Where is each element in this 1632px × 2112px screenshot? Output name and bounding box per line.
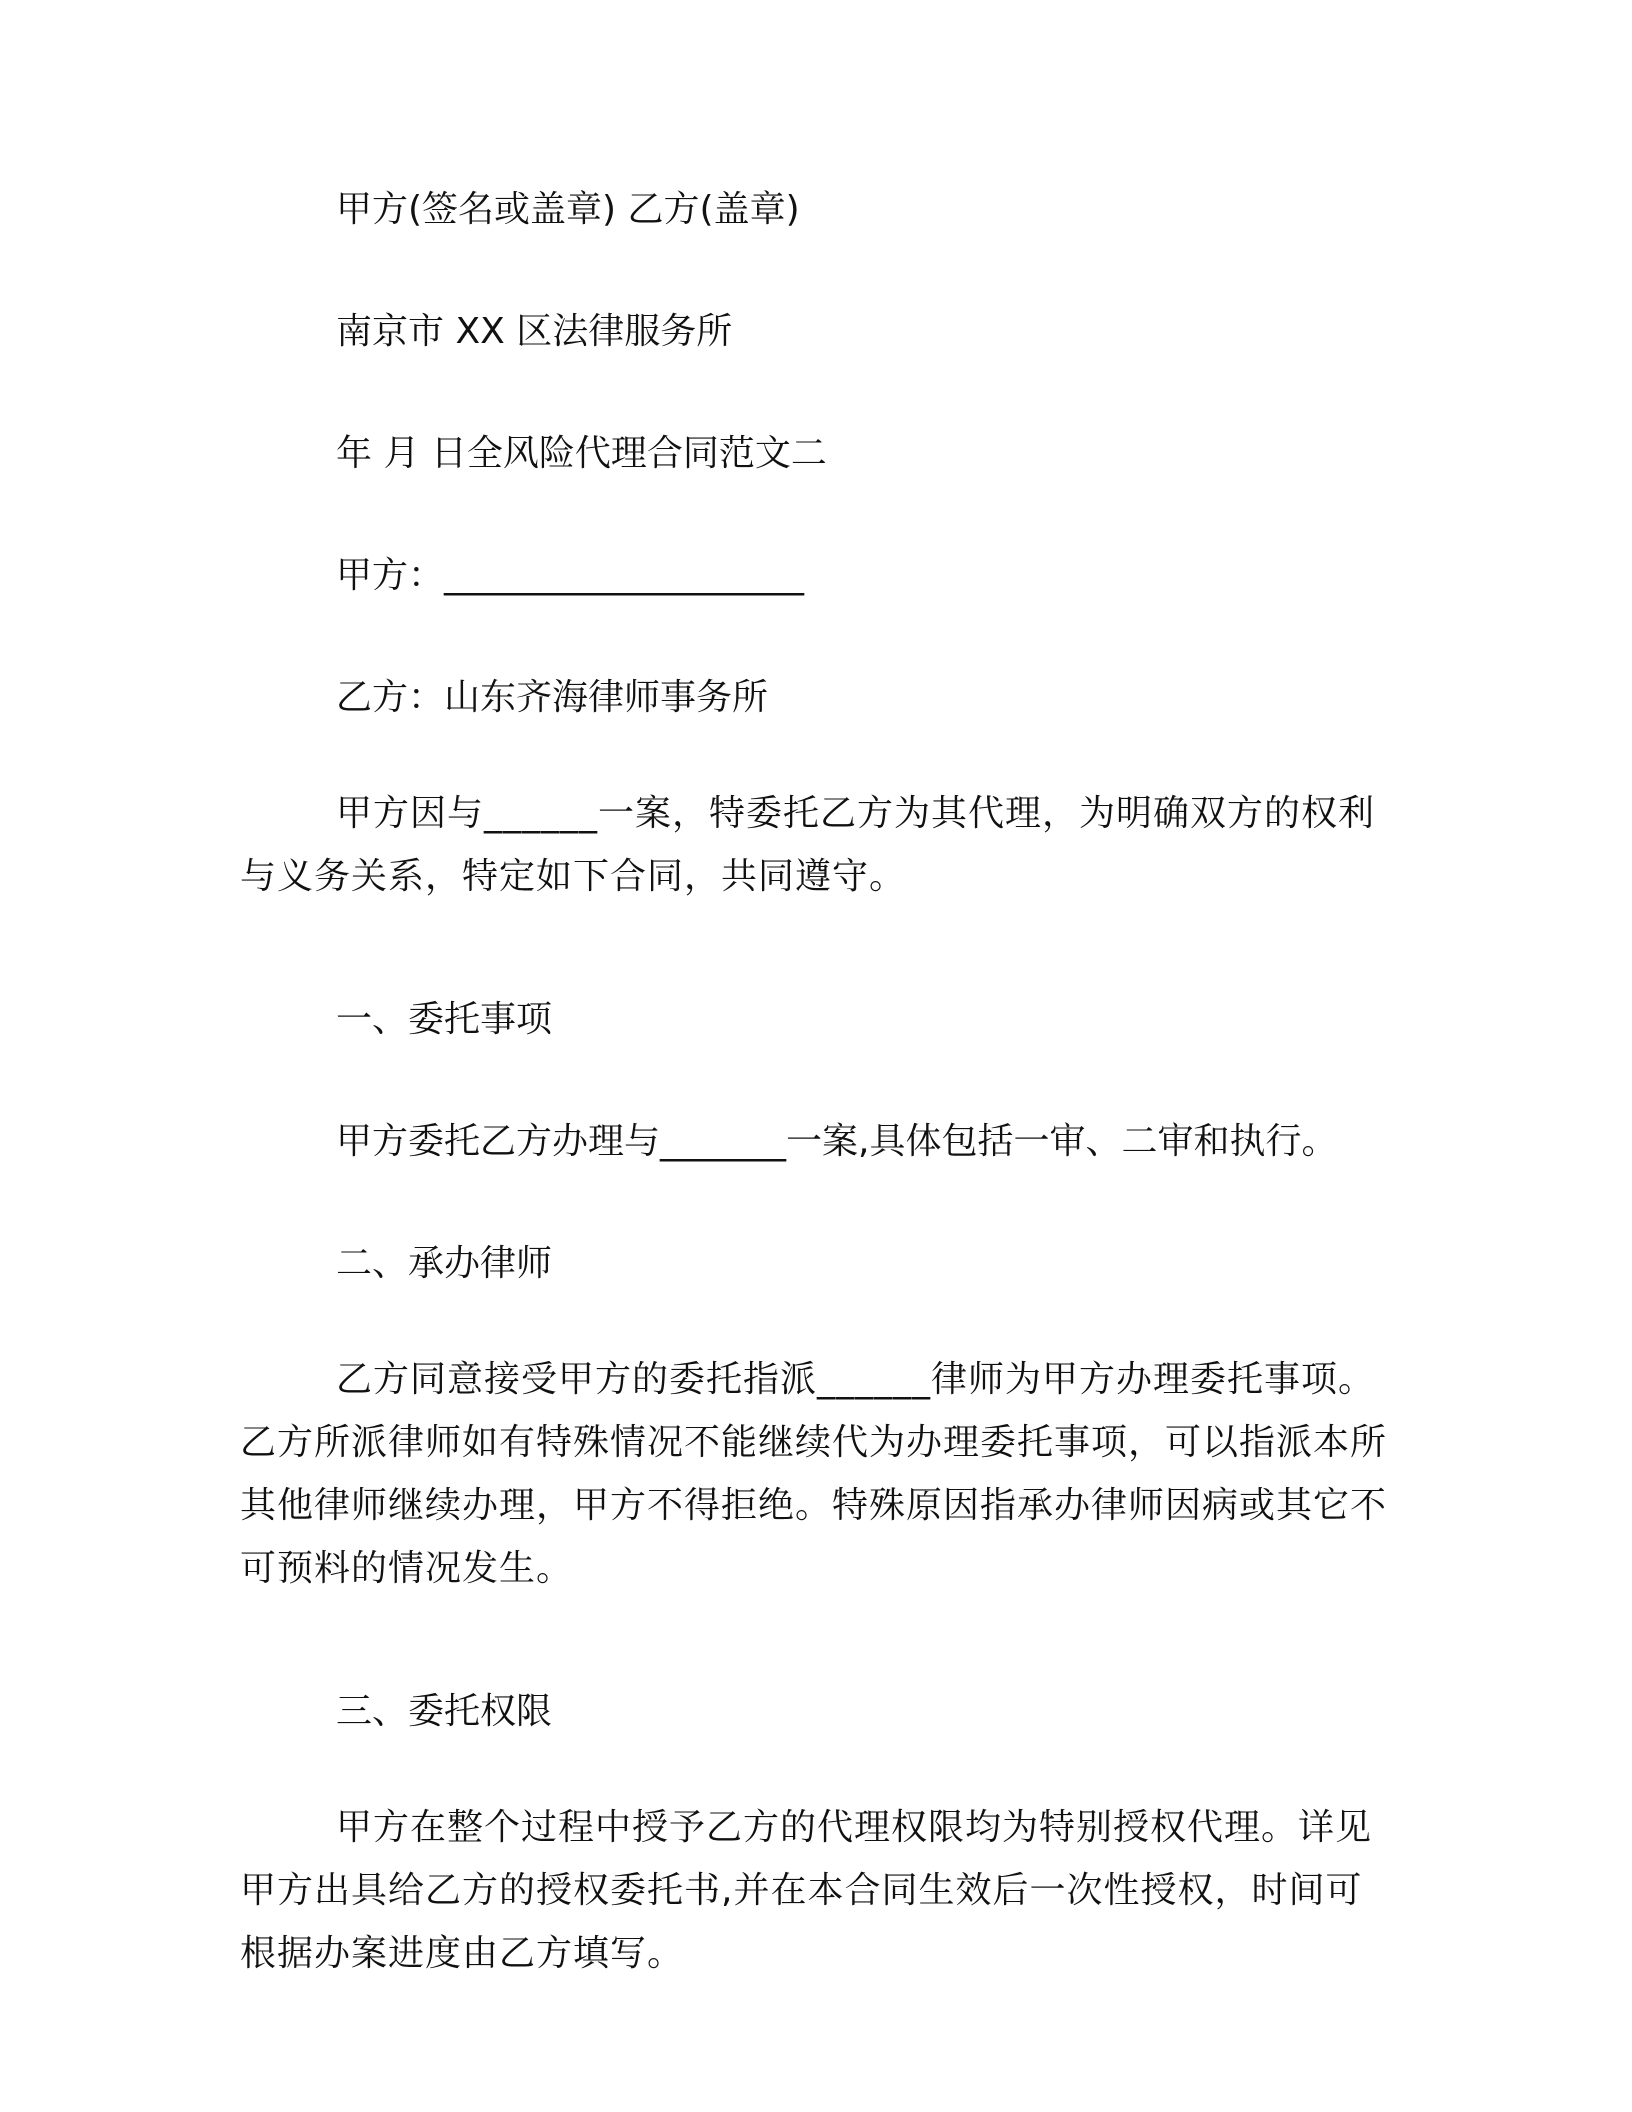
section1-text: 甲方委托乙方办理与_______一案,具体包括一审、二审和执行。 [336,1121,1338,1162]
party-b-line: 乙方：山东齐海律师事务所 [336,677,769,718]
intro-paragraph: 甲方因与______一案，特委托乙方为其代理，为明确双方的权利与义务关系，特定如下合同，共同遵守。 [240,793,1376,897]
section3-heading: 三、委托权限 [336,1691,553,1732]
section3-text: 甲方在整个过程中授予乙方的代理权限均为特别授权代理。详见甲方出具给乙方的授权委托书,并在本合同生效后一次性授权，时间可根据办案进度由乙方填写。 [240,1807,1373,1974]
party-a-line: 甲方：____________________ [336,555,805,596]
date-and-title: 年 月 日全风险代理合同范文二 [336,433,827,474]
signature-line: 甲方(签名或盖章) 乙方(盖章) [336,189,800,230]
document-body [240,190,1392,1985]
section2-text: 乙方同意接受甲方的委托指派______律师为甲方办理委托事项。乙方所派律师如有特殊情况不能继续代为办理委托事项，可以指派本所其他律师继续办理，甲方不得拒绝。特殊原因指承办律师因病或其它不可预料的情况发生。 [240,1359,1388,1589]
section1-heading: 一、委托事项 [336,999,553,1040]
office-name: 南京市 XX 区法律服务所 [336,311,733,352]
section2-heading: 二、承办律师 [336,1243,553,1284]
